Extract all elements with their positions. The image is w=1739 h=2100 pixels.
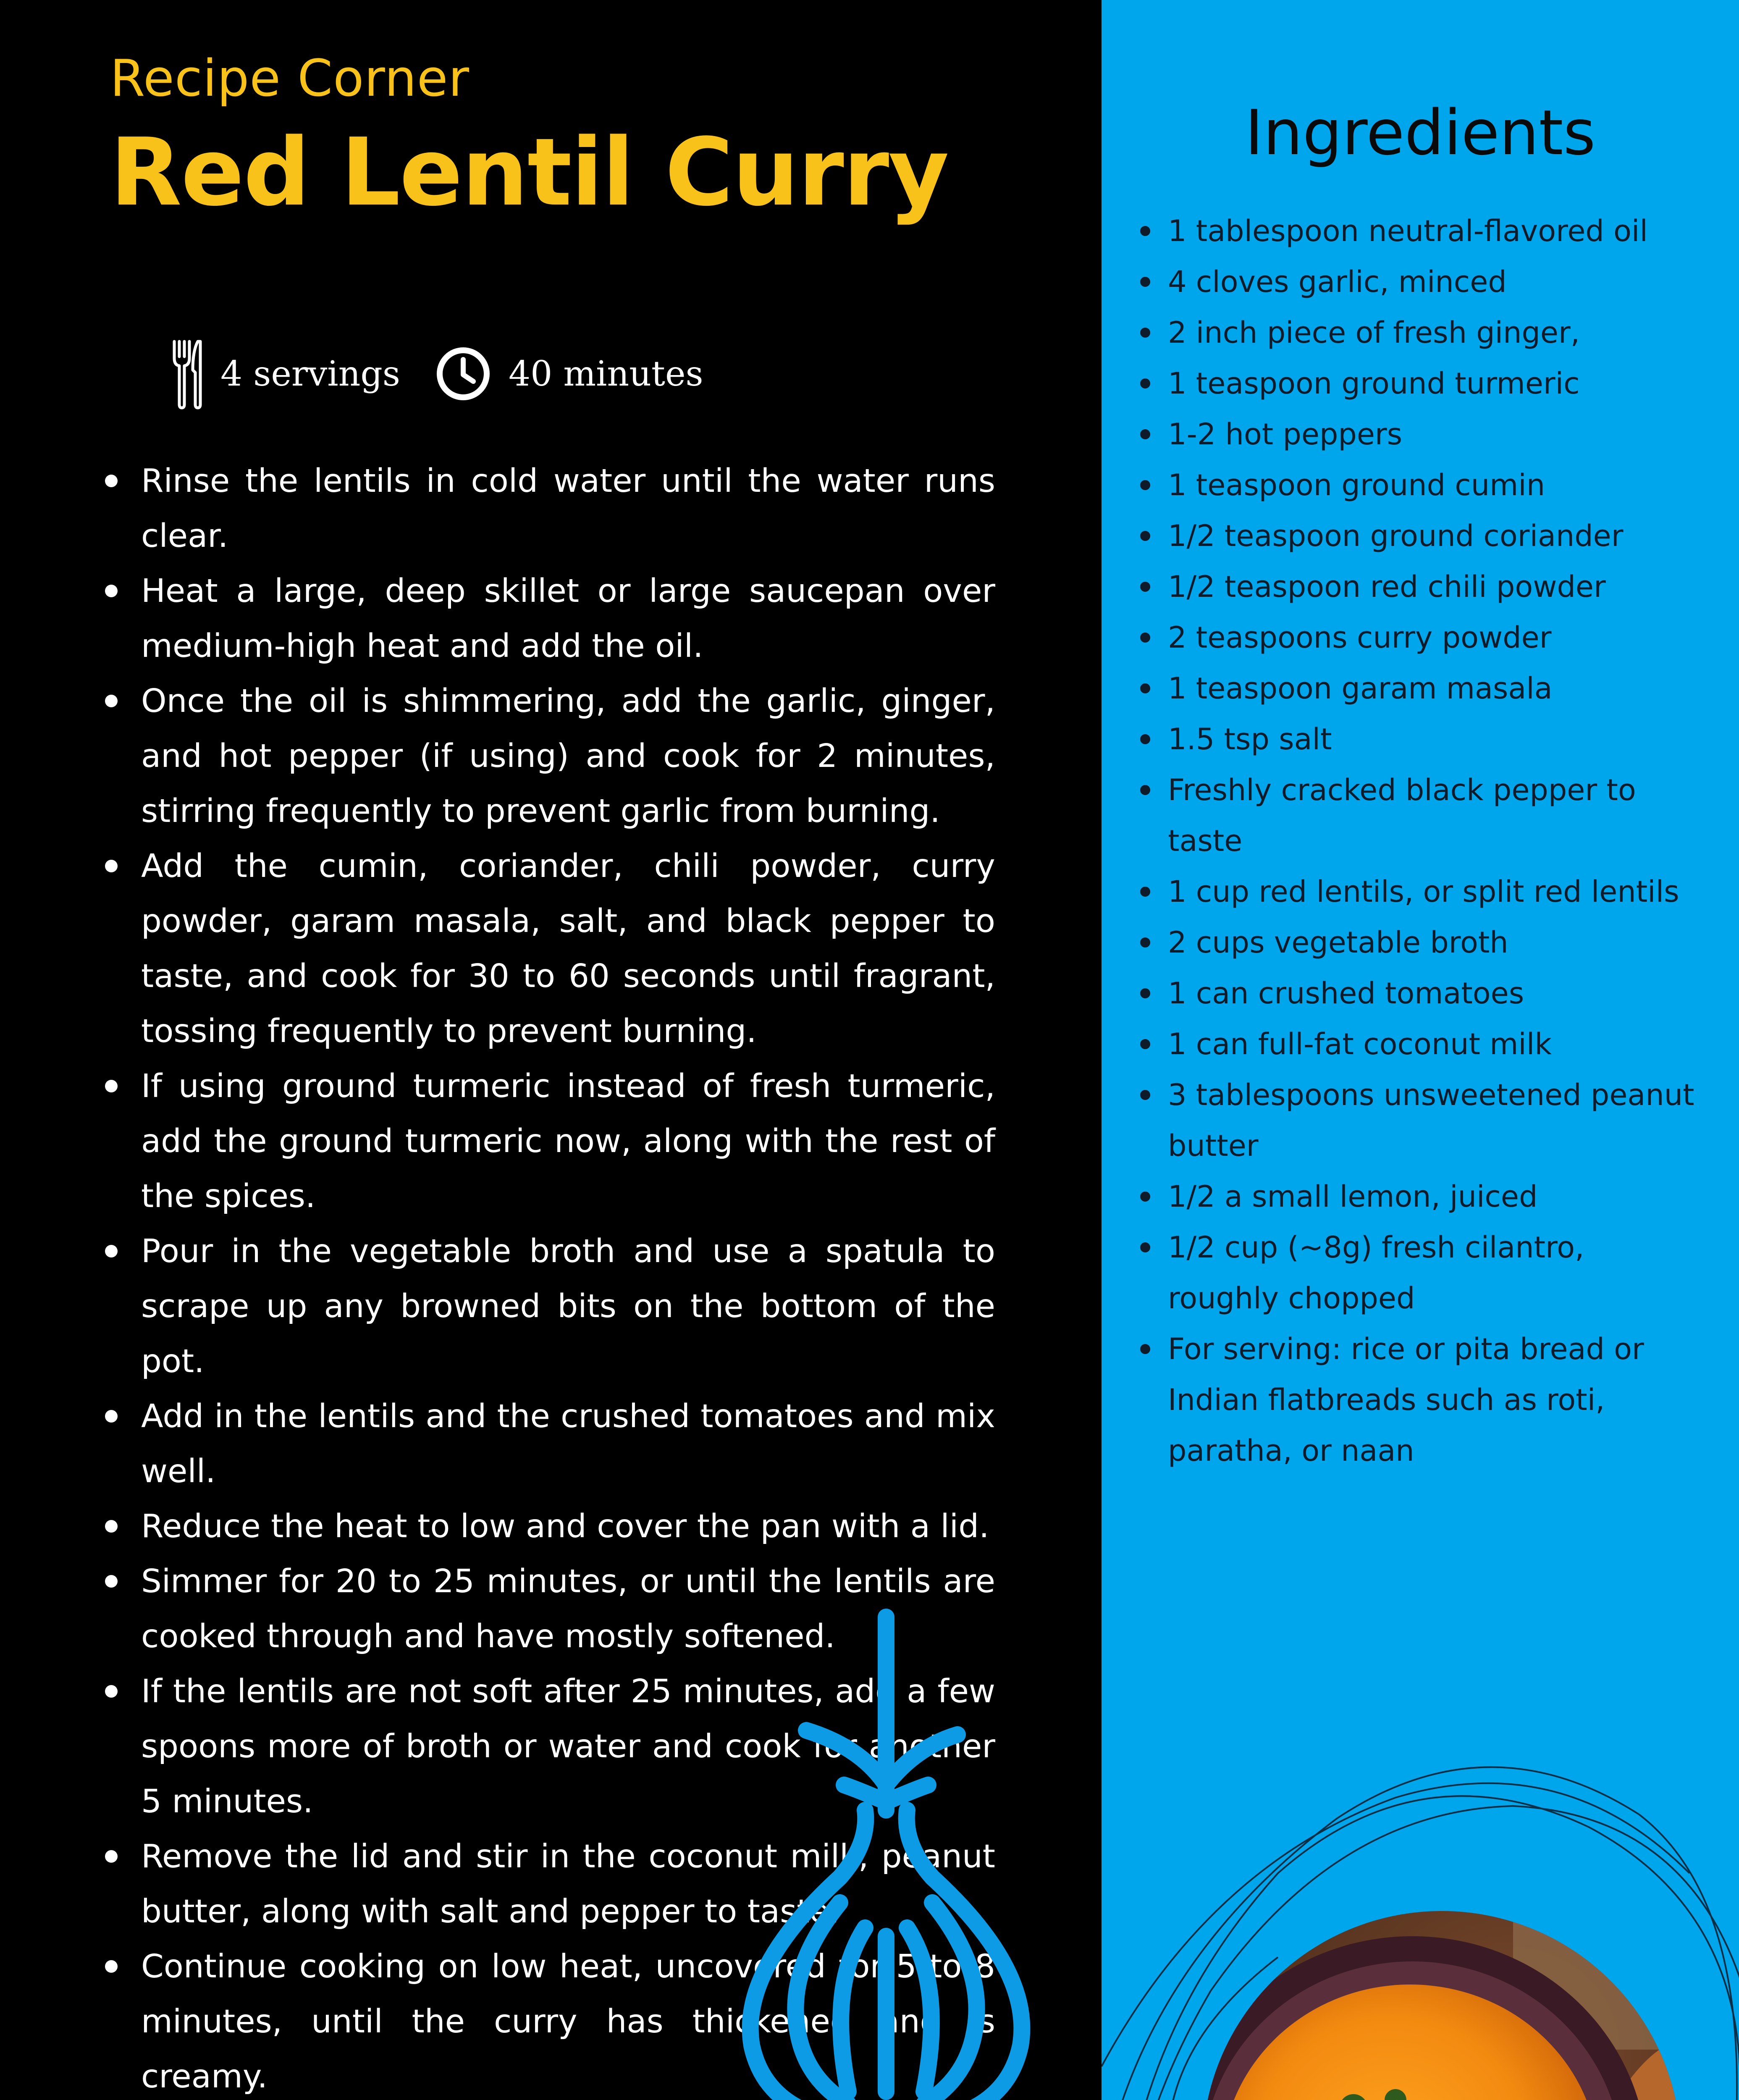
ingredient-item: 1 can full-fat coconut milk (1135, 1019, 1698, 1070)
ingredients-panel (1102, 0, 1739, 2100)
instruction-step: Add the cumin, coriander, chili powder, curry powder, garam masala, salt, and black pepper to taste, and cook for 30 to 60 seconds until fragrant, tossing frequently to prevent burning. (105, 839, 995, 1059)
ingredient-item: 1/2 cup (~8g) fresh cilantro, roughly chopped (1135, 1222, 1698, 1324)
ingredient-item: 2 cups vegetable broth (1135, 917, 1698, 968)
ingredient-item: 2 inch piece of fresh ginger, (1135, 307, 1698, 358)
ingredients-title: Ingredients (1245, 97, 1596, 169)
ingredient-item: 1 teaspoon ground cumin (1135, 460, 1698, 511)
ingredient-list (1135, 206, 1698, 1476)
ingredient-item: 1 teaspoon garam masala (1135, 663, 1698, 714)
ingredient-item: 1-2 hot peppers (1135, 409, 1698, 460)
ingredient-item: 1.5 tsp salt (1135, 714, 1698, 765)
ingredient-item: 1 can crushed tomatoes (1135, 968, 1698, 1019)
instruction-step: Remove the lid and stir in the coconut milk, peanut butter, along with salt and pepper to taste. (105, 1829, 995, 1939)
fork-knife-icon (170, 338, 204, 410)
clock-icon (435, 345, 492, 402)
instruction-step: Heat a large, deep skillet or large saucepan over medium-high heat and add the oil. (105, 564, 995, 674)
curry-bowl-photo (1102, 1722, 1739, 2100)
ingredient-item: 1/2 teaspoon red chili powder (1135, 562, 1698, 612)
instruction-step: Add in the lentils and the crushed tomatoes and mix well. (105, 1389, 995, 1499)
ingredient-item: 1/2 teaspoon ground coriander (1135, 511, 1698, 562)
instruction-step: If the lentils are not soft after 25 minutes, add a few spoons more of broth or water and cook for another 5 minutes. (105, 1664, 995, 1829)
ingredient-item: 2 teaspoons curry powder (1135, 612, 1698, 663)
instruction-step: Pour in the vegetable broth and use a spatula to scrape up any browned bits on the bottom of the pot. (105, 1224, 995, 1389)
ingredient-item: Freshly cracked black pepper to taste (1135, 765, 1698, 866)
instruction-step: Reduce the heat to low and cover the pan with a lid. (105, 1499, 995, 1554)
ingredient-item: 3 tablespoons unsweetened peanut butter (1135, 1070, 1698, 1171)
servings-label: 4 servings (220, 354, 400, 394)
servings-info (170, 332, 400, 416)
ingredient-item: 1 tablespoon neutral-flavored oil (1135, 206, 1698, 257)
time-info (435, 332, 703, 416)
instruction-step: If using ground turmeric instead of fresh turmeric, add the ground turmeric now, along with the rest of the spices. (105, 1059, 995, 1224)
instruction-step: Rinse the lentils in cold water until the water runs clear. (105, 454, 995, 564)
instruction-step: Simmer for 20 to 25 minutes, or until the lentils are cooked through and have mostly softened. (105, 1554, 995, 1664)
instruction-step: Continue cooking on low heat, uncovered for 5 to 8 minutes, until the curry has thickened and is creamy. (105, 1939, 995, 2100)
ingredient-item: 1/2 a small lemon, juiced (1135, 1171, 1698, 1222)
instruction-step: Once the oil is shimmering, add the garlic, ginger, and hot pepper (if using) and cook for 2 minutes, stirring frequently to prevent garlic from burning. (105, 674, 995, 839)
ingredient-item: 4 cloves garlic, minced (1135, 257, 1698, 307)
recipe-title: Red Lentil Curry (110, 118, 949, 227)
ingredient-item: 1 cup red lentils, or split red lentils (1135, 866, 1698, 917)
ingredient-item: 1 teaspoon ground turmeric (1135, 358, 1698, 409)
ingredient-item: For serving: rice or pita bread or Indian flatbreads such as roti, paratha, or naan (1135, 1324, 1698, 1476)
section-kicker: Recipe Corner (110, 50, 470, 108)
onion-icon (722, 1609, 1041, 2100)
time-label: 40 minutes (509, 354, 703, 394)
